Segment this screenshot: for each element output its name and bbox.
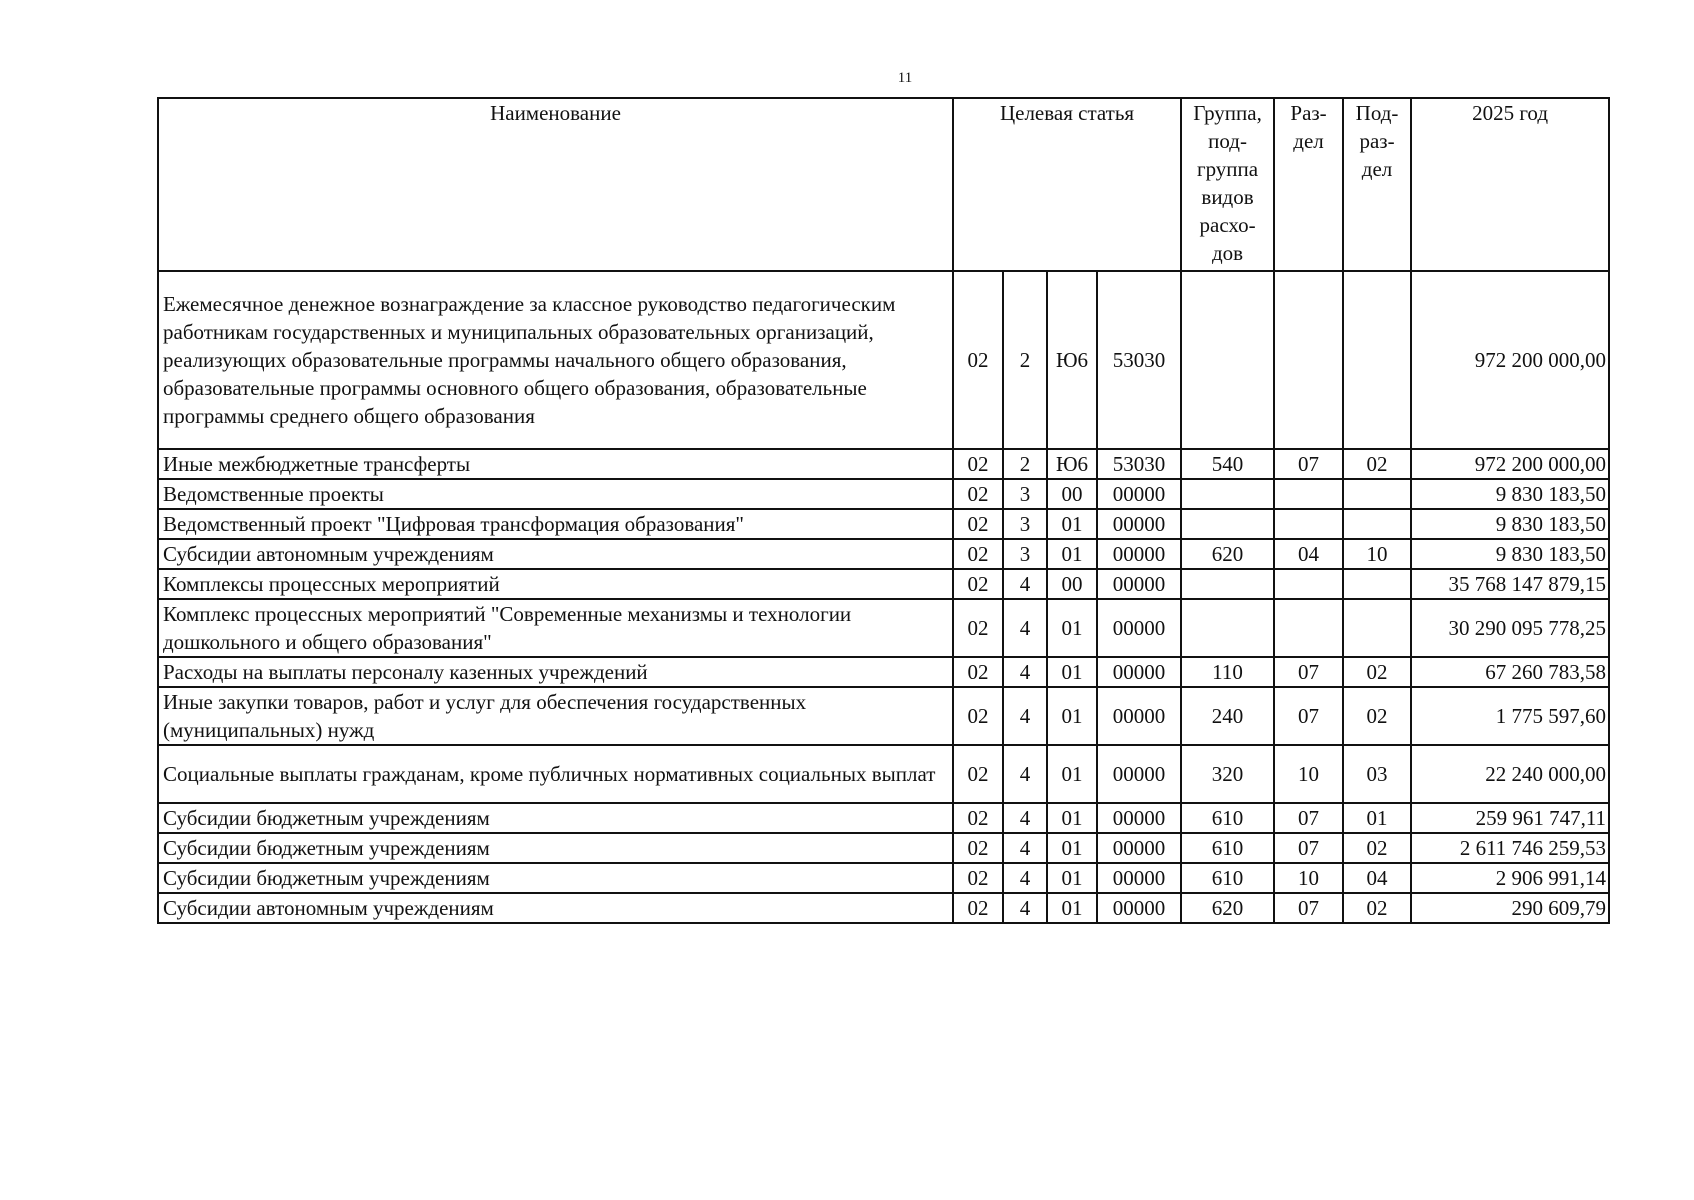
cell-target-project: Ю6 — [1047, 449, 1097, 479]
cell-target-direction: 00000 — [1097, 539, 1181, 569]
cell-target-program: 02 — [953, 509, 1003, 539]
cell-target-type: 4 — [1003, 657, 1047, 687]
cell-amount-2025: 2 611 746 259,53 — [1411, 833, 1609, 863]
cell-target-project: 01 — [1047, 657, 1097, 687]
table-row — [158, 745, 1609, 803]
table-row — [158, 863, 1609, 893]
cell-target-direction: 00000 — [1097, 509, 1181, 539]
cell-target-program: 02 — [953, 893, 1003, 923]
cell-subsection: 02 — [1343, 833, 1411, 863]
cell-subsection — [1343, 599, 1411, 657]
cell-target-type: 3 — [1003, 479, 1047, 509]
cell-expense-group: 240 — [1181, 687, 1274, 745]
cell-section — [1274, 509, 1343, 539]
cell-row-name: Субсидии бюджетным учреждениям — [158, 803, 953, 833]
cell-section: 10 — [1274, 863, 1343, 893]
cell-section: 07 — [1274, 449, 1343, 479]
cell-target-type: 2 — [1003, 449, 1047, 479]
cell-target-type: 2 — [1003, 271, 1047, 449]
cell-section: 07 — [1274, 893, 1343, 923]
cell-row-name: Ежемесячное денежное вознаграждение за классное руководство педагогическим работникам государственных и муниципальных образовательных организаций, реализующих образовательные программы начального общего образования, образовательные программы основного общего образования, образовательные программы среднего общего образования — [158, 271, 953, 449]
cell-target-program: 02 — [953, 479, 1003, 509]
cell-target-direction: 00000 — [1097, 893, 1181, 923]
cell-expense-group — [1181, 599, 1274, 657]
cell-expense-group — [1181, 271, 1274, 449]
cell-amount-2025: 9 830 183,50 — [1411, 539, 1609, 569]
cell-target-direction: 00000 — [1097, 569, 1181, 599]
cell-subsection: 04 — [1343, 863, 1411, 893]
cell-amount-2025: 972 200 000,00 — [1411, 271, 1609, 449]
cell-target-project: 01 — [1047, 539, 1097, 569]
cell-target-direction: 00000 — [1097, 479, 1181, 509]
cell-subsection: 02 — [1343, 687, 1411, 745]
cell-section — [1274, 599, 1343, 657]
cell-amount-2025: 9 830 183,50 — [1411, 479, 1609, 509]
cell-expense-group — [1181, 509, 1274, 539]
cell-target-program: 02 — [953, 449, 1003, 479]
table-row — [158, 687, 1609, 745]
table-row — [158, 803, 1609, 833]
header-name: Наименование — [158, 98, 953, 271]
cell-target-project: 00 — [1047, 569, 1097, 599]
cell-section: 07 — [1274, 833, 1343, 863]
cell-row-name: Иные закупки товаров, работ и услуг для обеспечения государственных (муниципальных) нужд — [158, 687, 953, 745]
cell-target-type: 4 — [1003, 833, 1047, 863]
header-section: Раз-дел — [1274, 98, 1343, 271]
cell-row-name: Субсидии автономным учреждениям — [158, 893, 953, 923]
cell-subsection: 02 — [1343, 657, 1411, 687]
cell-expense-group — [1181, 479, 1274, 509]
cell-target-direction: 00000 — [1097, 833, 1181, 863]
cell-target-type: 4 — [1003, 745, 1047, 803]
cell-subsection: 02 — [1343, 449, 1411, 479]
cell-expense-group: 610 — [1181, 833, 1274, 863]
header-row — [158, 98, 1609, 271]
cell-target-direction: 53030 — [1097, 271, 1181, 449]
cell-target-project: 01 — [1047, 509, 1097, 539]
cell-subsection: 10 — [1343, 539, 1411, 569]
cell-section — [1274, 271, 1343, 449]
cell-target-direction: 00000 — [1097, 803, 1181, 833]
cell-subsection — [1343, 479, 1411, 509]
cell-expense-group: 320 — [1181, 745, 1274, 803]
cell-target-project: 00 — [1047, 479, 1097, 509]
cell-target-program: 02 — [953, 745, 1003, 803]
cell-amount-2025: 35 768 147 879,15 — [1411, 569, 1609, 599]
cell-target-program: 02 — [953, 271, 1003, 449]
cell-expense-group: 110 — [1181, 657, 1274, 687]
cell-amount-2025: 259 961 747,11 — [1411, 803, 1609, 833]
cell-amount-2025: 9 830 183,50 — [1411, 509, 1609, 539]
cell-target-program: 02 — [953, 803, 1003, 833]
cell-amount-2025: 1 775 597,60 — [1411, 687, 1609, 745]
cell-target-program: 02 — [953, 657, 1003, 687]
header-amount-2025: 2025 год — [1411, 98, 1609, 271]
cell-target-program: 02 — [953, 687, 1003, 745]
header-target-article: Целевая статья — [953, 98, 1181, 271]
cell-section — [1274, 479, 1343, 509]
cell-target-project: 01 — [1047, 803, 1097, 833]
cell-target-project: Ю6 — [1047, 271, 1097, 449]
cell-row-name: Комплекс процессных мероприятий "Современные механизмы и технологии дошкольного и общего образования" — [158, 599, 953, 657]
cell-row-name: Субсидии автономным учреждениям — [158, 539, 953, 569]
table-row — [158, 599, 1609, 657]
budget-table — [157, 97, 1610, 924]
cell-expense-group: 620 — [1181, 893, 1274, 923]
cell-subsection: 02 — [1343, 893, 1411, 923]
cell-target-program: 02 — [953, 539, 1003, 569]
cell-row-name: Субсидии бюджетным учреждениям — [158, 833, 953, 863]
cell-target-type: 4 — [1003, 803, 1047, 833]
table-row — [158, 509, 1609, 539]
cell-section — [1274, 569, 1343, 599]
cell-target-type: 4 — [1003, 687, 1047, 745]
cell-amount-2025: 290 609,79 — [1411, 893, 1609, 923]
table-row — [158, 893, 1609, 923]
cell-target-direction: 53030 — [1097, 449, 1181, 479]
cell-expense-group: 610 — [1181, 863, 1274, 893]
cell-section: 04 — [1274, 539, 1343, 569]
cell-subsection: 03 — [1343, 745, 1411, 803]
table-row — [158, 449, 1609, 479]
cell-target-project: 01 — [1047, 599, 1097, 657]
table-row — [158, 569, 1609, 599]
cell-amount-2025: 30 290 095 778,25 — [1411, 599, 1609, 657]
cell-row-name: Комплексы процессных мероприятий — [158, 569, 953, 599]
cell-expense-group — [1181, 569, 1274, 599]
cell-expense-group: 540 — [1181, 449, 1274, 479]
cell-target-type: 4 — [1003, 893, 1047, 923]
cell-target-direction: 00000 — [1097, 745, 1181, 803]
cell-target-program: 02 — [953, 833, 1003, 863]
table-row — [158, 539, 1609, 569]
cell-target-direction: 00000 — [1097, 687, 1181, 745]
cell-amount-2025: 22 240 000,00 — [1411, 745, 1609, 803]
cell-target-type: 4 — [1003, 863, 1047, 893]
cell-section: 10 — [1274, 745, 1343, 803]
header-expense-group: Группа, под-группа видов расхо-дов — [1181, 98, 1274, 271]
cell-expense-group: 610 — [1181, 803, 1274, 833]
table-row — [158, 271, 1609, 449]
table-row — [158, 479, 1609, 509]
cell-target-type: 3 — [1003, 539, 1047, 569]
cell-section: 07 — [1274, 803, 1343, 833]
cell-row-name: Ведомственные проекты — [158, 479, 953, 509]
cell-target-project: 01 — [1047, 893, 1097, 923]
cell-target-project: 01 — [1047, 745, 1097, 803]
cell-row-name: Расходы на выплаты персоналу казенных учреждений — [158, 657, 953, 687]
cell-target-type: 4 — [1003, 599, 1047, 657]
cell-target-direction: 00000 — [1097, 863, 1181, 893]
cell-expense-group: 620 — [1181, 539, 1274, 569]
cell-target-program: 02 — [953, 569, 1003, 599]
cell-target-type: 3 — [1003, 509, 1047, 539]
table-row — [158, 833, 1609, 863]
table-body — [158, 271, 1609, 923]
cell-amount-2025: 2 906 991,14 — [1411, 863, 1609, 893]
cell-row-name: Иные межбюджетные трансферты — [158, 449, 953, 479]
cell-row-name: Социальные выплаты гражданам, кроме публичных нормативных социальных выплат — [158, 745, 953, 803]
cell-target-type: 4 — [1003, 569, 1047, 599]
cell-target-direction: 00000 — [1097, 599, 1181, 657]
cell-target-project: 01 — [1047, 833, 1097, 863]
cell-subsection — [1343, 271, 1411, 449]
cell-target-project: 01 — [1047, 687, 1097, 745]
cell-section: 07 — [1274, 657, 1343, 687]
cell-target-program: 02 — [953, 863, 1003, 893]
cell-row-name: Ведомственный проект "Цифровая трансформация образования" — [158, 509, 953, 539]
cell-row-name: Субсидии бюджетным учреждениям — [158, 863, 953, 893]
header-subsection: Под-раз-дел — [1343, 98, 1411, 271]
cell-target-project: 01 — [1047, 863, 1097, 893]
cell-target-program: 02 — [953, 599, 1003, 657]
table-row — [158, 657, 1609, 687]
cell-subsection: 01 — [1343, 803, 1411, 833]
cell-subsection — [1343, 569, 1411, 599]
cell-section: 07 — [1274, 687, 1343, 745]
page-number: 11 — [897, 70, 913, 86]
cell-target-direction: 00000 — [1097, 657, 1181, 687]
cell-subsection — [1343, 509, 1411, 539]
cell-amount-2025: 67 260 783,58 — [1411, 657, 1609, 687]
cell-amount-2025: 972 200 000,00 — [1411, 449, 1609, 479]
